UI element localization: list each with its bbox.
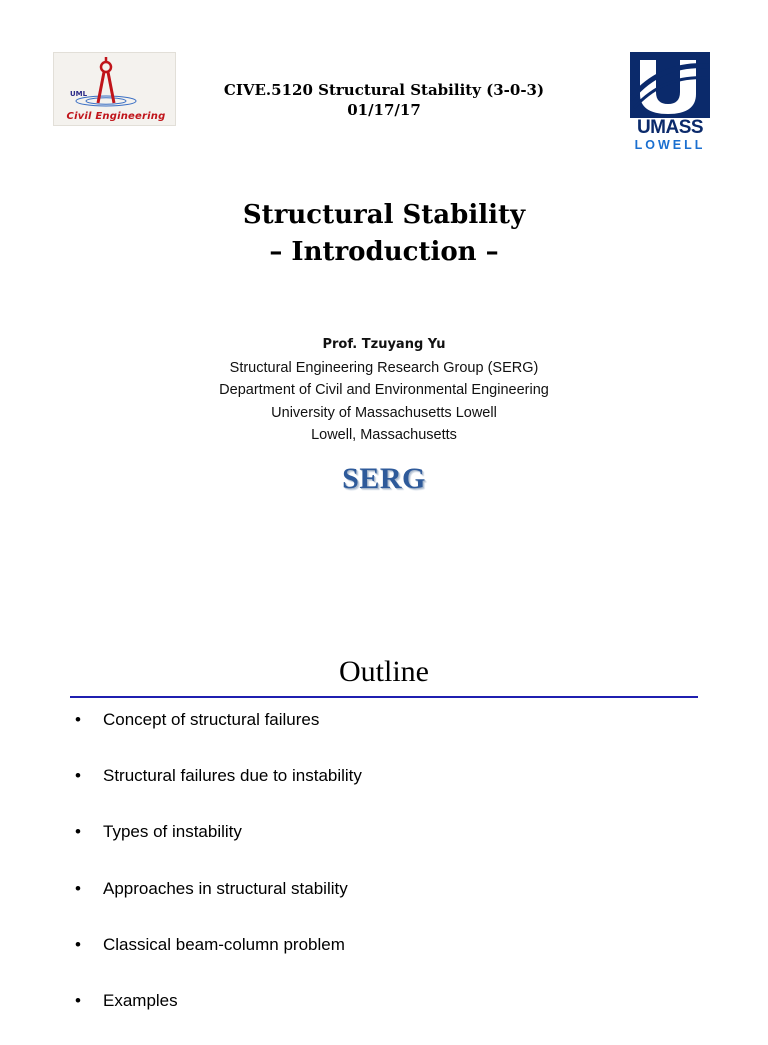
lowell-text: LOWELL xyxy=(634,138,706,152)
list-item-text: Approaches in structural stability xyxy=(103,878,348,898)
slide-title xyxy=(134,197,634,271)
list-item-text: Classical beam-column problem xyxy=(103,934,345,954)
outline-list xyxy=(75,708,695,1045)
affiliation-line: Structural Engineering Research Group (SERG) xyxy=(229,359,539,376)
course-header xyxy=(180,80,588,120)
list-item xyxy=(75,708,695,764)
lecture-date: 01/17/17 xyxy=(347,101,421,119)
affiliation-line: University of Massachusetts Lowell xyxy=(271,404,497,421)
umass-lowell-logo xyxy=(628,52,712,152)
affiliation-line: Department of Civil and Environmental Engineering xyxy=(219,382,549,399)
civil-engineering-text: Civil Engineering xyxy=(66,111,166,122)
bullet-icon: • xyxy=(75,934,81,954)
uml-text: UML xyxy=(70,90,88,98)
list-item-text: Types of instability xyxy=(103,822,242,842)
umass-text: UMASS xyxy=(636,117,704,138)
bullet-icon: • xyxy=(75,766,81,786)
list-item xyxy=(75,933,695,989)
list-item-text: Concept of structural failures xyxy=(103,710,320,729)
heading-divider xyxy=(70,696,698,698)
list-item-text: Structural failures due to instability xyxy=(103,766,362,786)
title-line-2: – Introduction – xyxy=(269,237,499,267)
course-line: CIVE.5120 Structural Stability (3-0-3) xyxy=(223,81,545,99)
umass-u-mark-icon xyxy=(630,52,710,118)
list-item-text: Examples xyxy=(103,990,178,1010)
affiliation-line: Lowell, Massachusetts xyxy=(311,427,457,444)
author-block xyxy=(134,334,634,447)
bullet-icon: • xyxy=(75,878,81,898)
bullet-icon: • xyxy=(75,822,81,842)
serg-logo: SERG xyxy=(342,462,426,495)
list-item xyxy=(75,989,695,1045)
bullet-icon: • xyxy=(75,710,81,729)
title-line-1: Structural Stability xyxy=(242,200,526,230)
author-name: Prof. Tzuyang Yu xyxy=(322,337,446,352)
list-item xyxy=(75,877,695,933)
outline-heading: Outline xyxy=(339,655,429,688)
list-item xyxy=(75,764,695,820)
list-item xyxy=(75,820,695,876)
bullet-icon: • xyxy=(75,990,81,1010)
uml-civil-engineering-logo xyxy=(53,52,176,126)
